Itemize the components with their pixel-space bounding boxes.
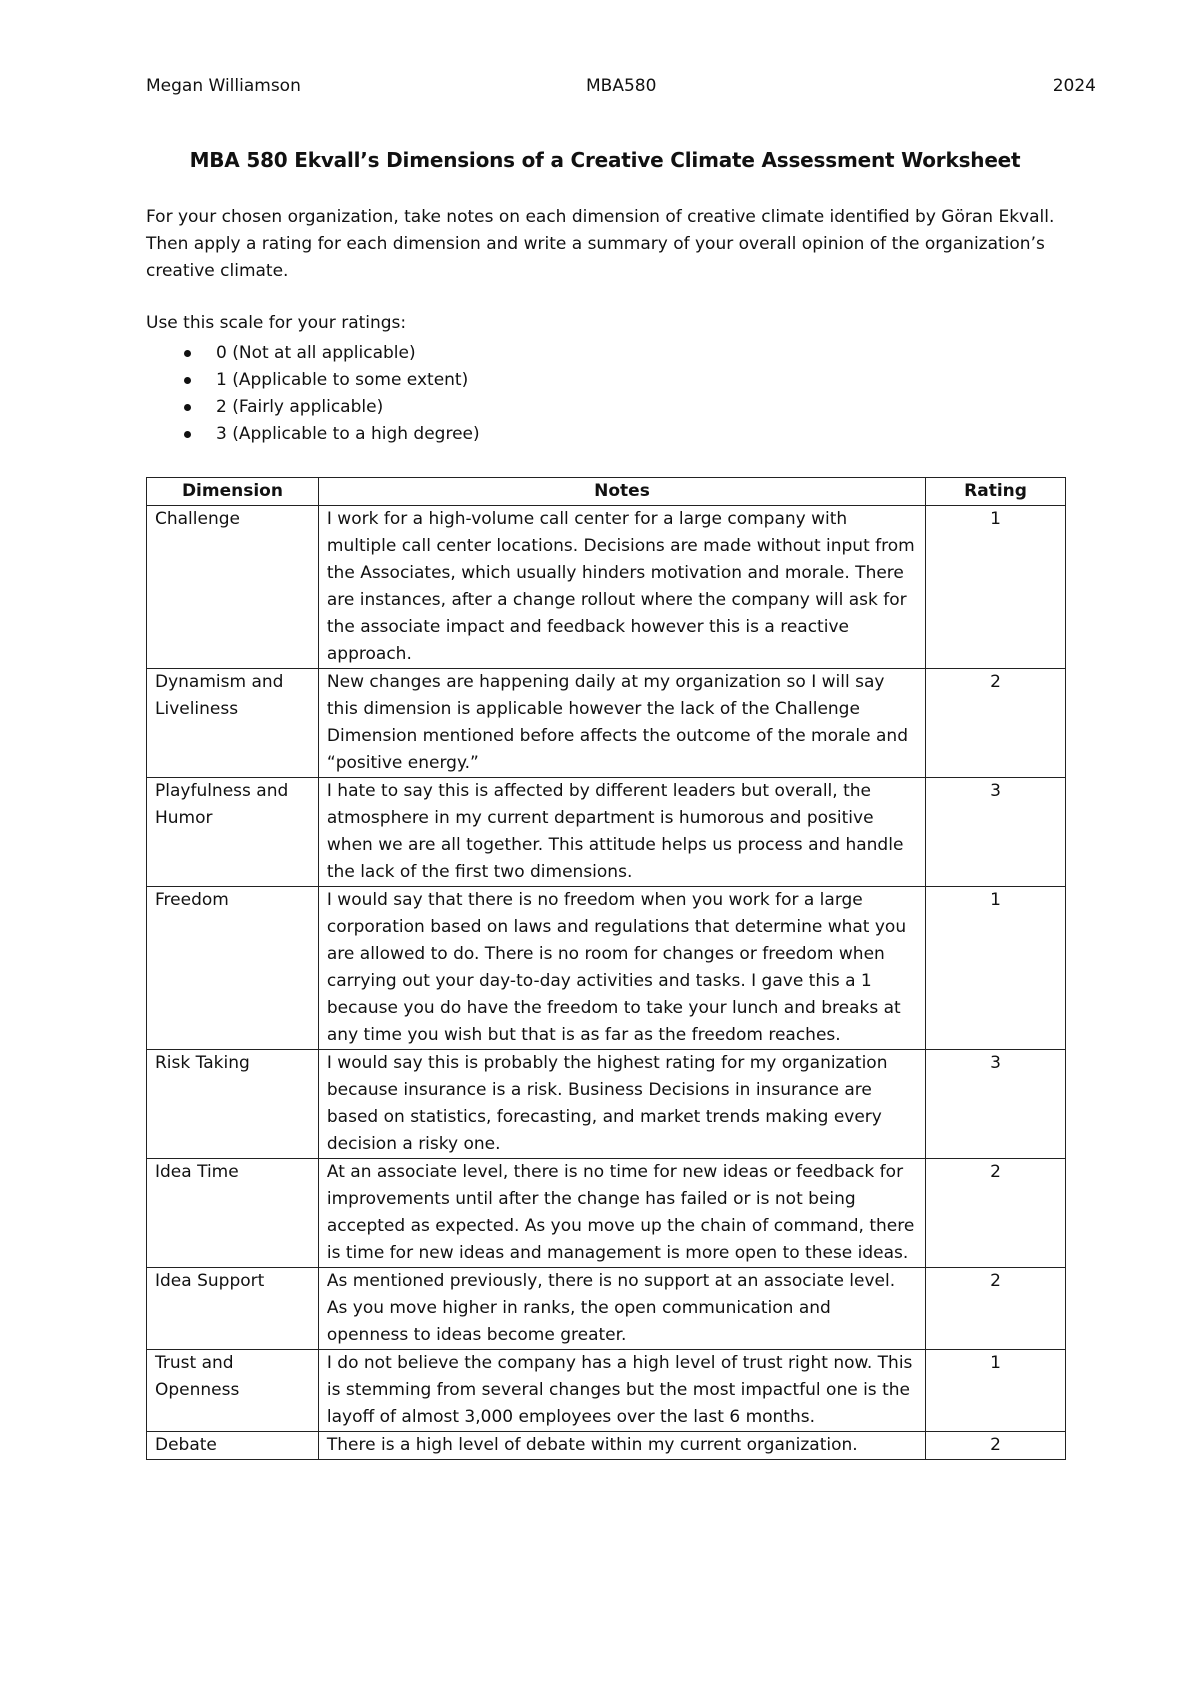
dimension-cell: Idea Support [147,1268,319,1350]
dimension-cell: Debate [147,1432,319,1460]
bullet-icon [184,377,191,384]
scale-item [146,367,480,394]
bullet-icon [184,350,191,357]
notes-cell: I would say this is probably the highest rating for my organization because insurance is a risk. Business Decisions in insurance are based on statistics, forecasting, and market trends making every decision a risky one. [318,1050,925,1159]
rating-cell: 1 [926,1350,1066,1432]
column-header-dimension: Dimension [147,478,319,506]
header-author: Megan Williamson [146,76,301,96]
notes-cell: There is a high level of debate within my current organization. [318,1432,925,1460]
notes-cell: New changes are happening daily at my organization so I will say this dimension is applicable however the lack of the Challenge Dimension mentioned before affects the outcome of the morale and “positive energy.” [318,669,925,778]
table-row [147,778,1066,887]
scale-item-text: 3 (Applicable to a high degree) [216,424,480,444]
scale-item [146,394,480,421]
bullet-icon [184,404,191,411]
table-row [147,1268,1066,1350]
table-row [147,1159,1066,1268]
table-row [147,506,1066,669]
rating-cell: 1 [926,506,1066,669]
rating-cell: 2 [926,1268,1066,1350]
intro-paragraph: For your chosen organization, take notes on each dimension of creative climate identified by Göran Ekvall. Then apply a rating for each dimension and write a summary of your overall opinion of the organization’s creative climate. [146,207,1055,281]
dimension-cell: Playfulness and Humor [147,778,319,887]
bullet-icon [184,431,191,438]
column-header-notes: Notes [318,478,925,506]
dimension-cell: Risk Taking [147,1050,319,1159]
rating-cell: 3 [926,1050,1066,1159]
table-header-row [147,478,1066,506]
rating-cell: 2 [926,1159,1066,1268]
document-title: MBA 580 Ekvall’s Dimensions of a Creative Climate Assessment Worksheet [189,148,1021,172]
notes-cell: I hate to say this is affected by different leaders but overall, the atmosphere in my current department is humorous and positive when we are all together. This attitude helps us process and handle the lack of the first two dimensions. [318,778,925,887]
table-row [147,669,1066,778]
header-year: 2024 [1052,76,1096,96]
scale-item [146,421,480,448]
scale-item-text: 0 (Not at all applicable) [216,343,416,363]
table-row [147,1050,1066,1159]
dimension-cell: Challenge [147,506,319,669]
notes-cell: As mentioned previously, there is no support at an associate level. As you move higher in ranks, the open communication and openness to ideas become greater. [318,1268,925,1350]
dimension-cell: Freedom [147,887,319,1050]
rating-cell: 2 [926,1432,1066,1460]
notes-cell: At an associate level, there is no time for new ideas or feedback for improvements until after the change has failed or is not being accepted as expected. As you move up the chain of command, there is time for new ideas and management is more open to these ideas. [318,1159,925,1268]
scale-item-text: 2 (Fairly applicable) [216,397,384,417]
dimensions-table [146,477,1066,1460]
notes-cell: I work for a high-volume call center for a large company with multiple call center locations. Decisions are made without input from the Associates, which usually hinders motivation and morale. There are instances, after a change rollout where the company will ask for the associate impact and feedback however this is a reactive approach. [318,506,925,669]
table-row [147,887,1066,1050]
header-course: MBA580 [586,76,657,96]
scale-item [146,340,480,367]
page-header [146,76,1096,102]
dimension-cell: Trust and Openness [147,1350,319,1432]
scale-label: Use this scale for your ratings: [146,313,407,333]
table-row [147,1350,1066,1432]
rating-scale-list [146,340,480,448]
column-header-rating: Rating [926,478,1066,506]
notes-cell: I do not believe the company has a high level of trust right now. This is stemming from several changes but the most impactful one is the layoff of almost 3,000 employees over the last 6 months. [318,1350,925,1432]
rating-cell: 2 [926,669,1066,778]
dimension-cell: Dynamism and Liveliness [147,669,319,778]
table-row [147,1432,1066,1460]
rating-cell: 1 [926,887,1066,1050]
rating-cell: 3 [926,778,1066,887]
dimension-cell: Idea Time [147,1159,319,1268]
notes-cell: I would say that there is no freedom when you work for a large corporation based on laws and regulations that determine what you are allowed to do. There is no room for changes or freedom when carrying out your day-to-day activities and tasks. I gave this a 1 because you do have the freedom to take your lunch and breaks at any time you wish but that is as far as the freedom reaches. [318,887,925,1050]
scale-item-text: 1 (Applicable to some extent) [216,370,469,390]
